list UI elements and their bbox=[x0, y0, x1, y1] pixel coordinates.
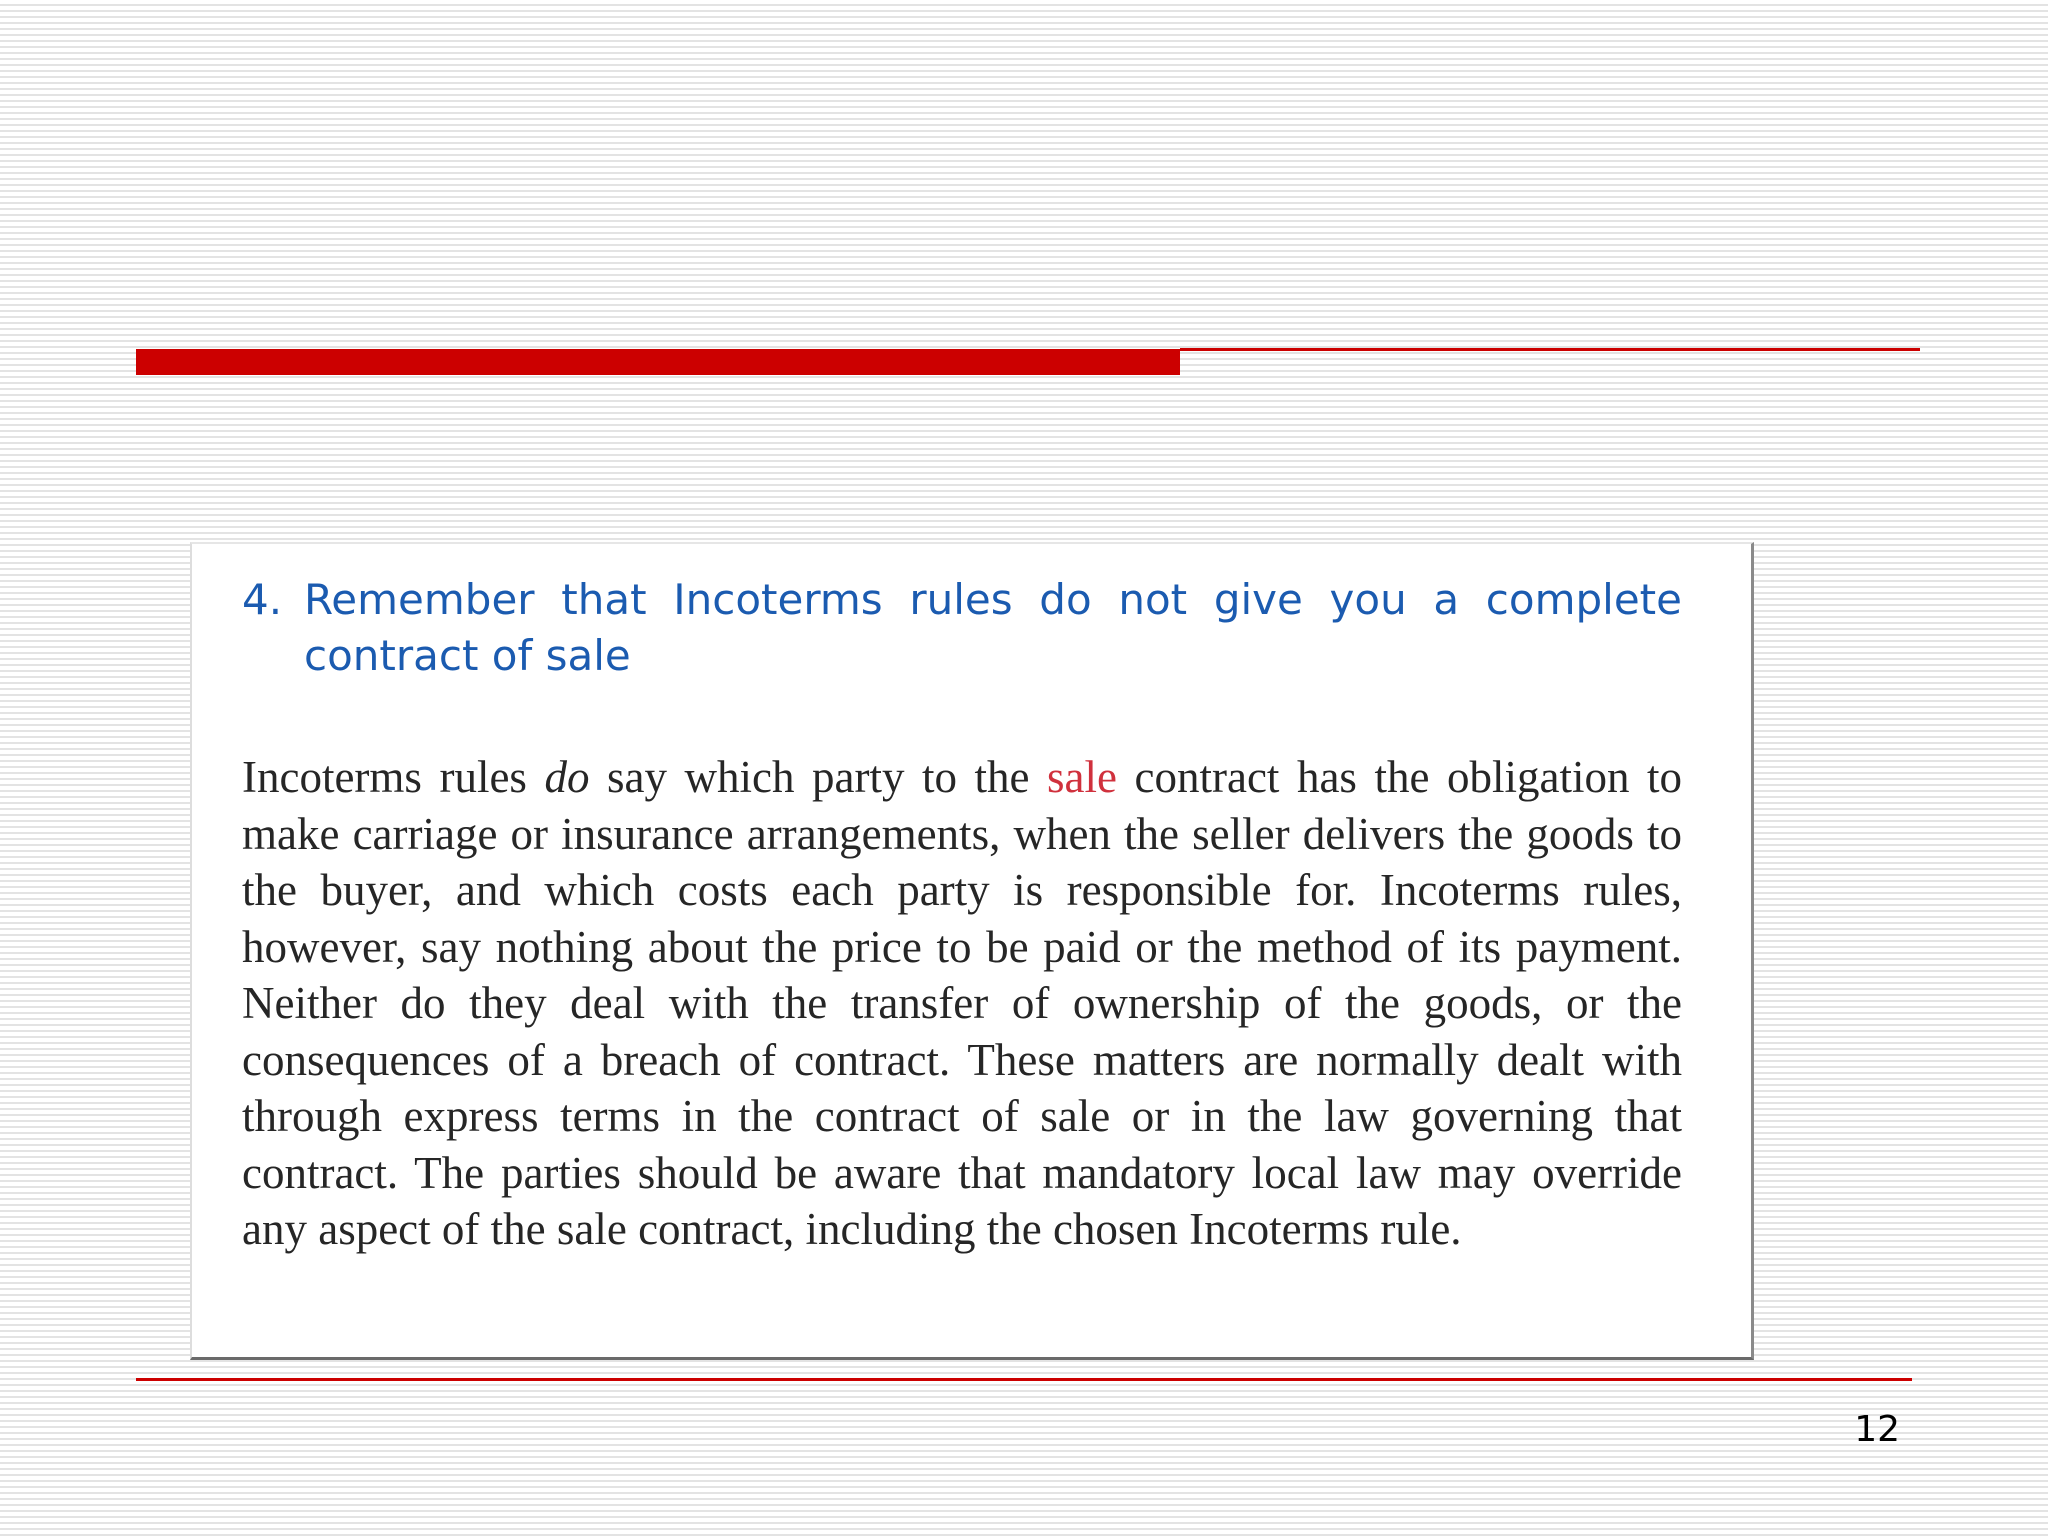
header-accent-bar bbox=[136, 349, 1180, 375]
heading-number: 4. bbox=[242, 575, 283, 624]
heading-text: Remember that Incoterms rules do not give you a complete contract of sale bbox=[304, 575, 1682, 680]
page-number: 12 bbox=[1854, 1409, 1900, 1450]
body-text-part3: contract has the obligation to make carriage or insurance arrangements, when the seller delivers the goods to the buyer, and which costs each party is responsible for. Incoterms rules, however, say nothing about the price to be paid or the method of its payment. Neither do they deal with the transfer of ownership of the goods, or the consequences of a breach of contract. These matters are normally dealt with through express terms in the contract of sale or in the law governing that contract. The parties should be aware that mandatory local law may override any aspect of the sale contract, including the chosen Incoterms rule. bbox=[242, 752, 1682, 1254]
footer-accent-line bbox=[136, 1378, 1912, 1381]
header-accent-line bbox=[1180, 348, 1920, 351]
body-emphasis: do bbox=[544, 752, 590, 802]
body-paragraph bbox=[242, 749, 1682, 1258]
content-panel bbox=[190, 542, 1754, 1360]
body-text-part2: say which party to the bbox=[589, 752, 1048, 802]
body-highlight: sale bbox=[1047, 752, 1117, 802]
body-text-part1: Incoterms rules bbox=[242, 752, 545, 802]
section-heading bbox=[242, 572, 1682, 684]
